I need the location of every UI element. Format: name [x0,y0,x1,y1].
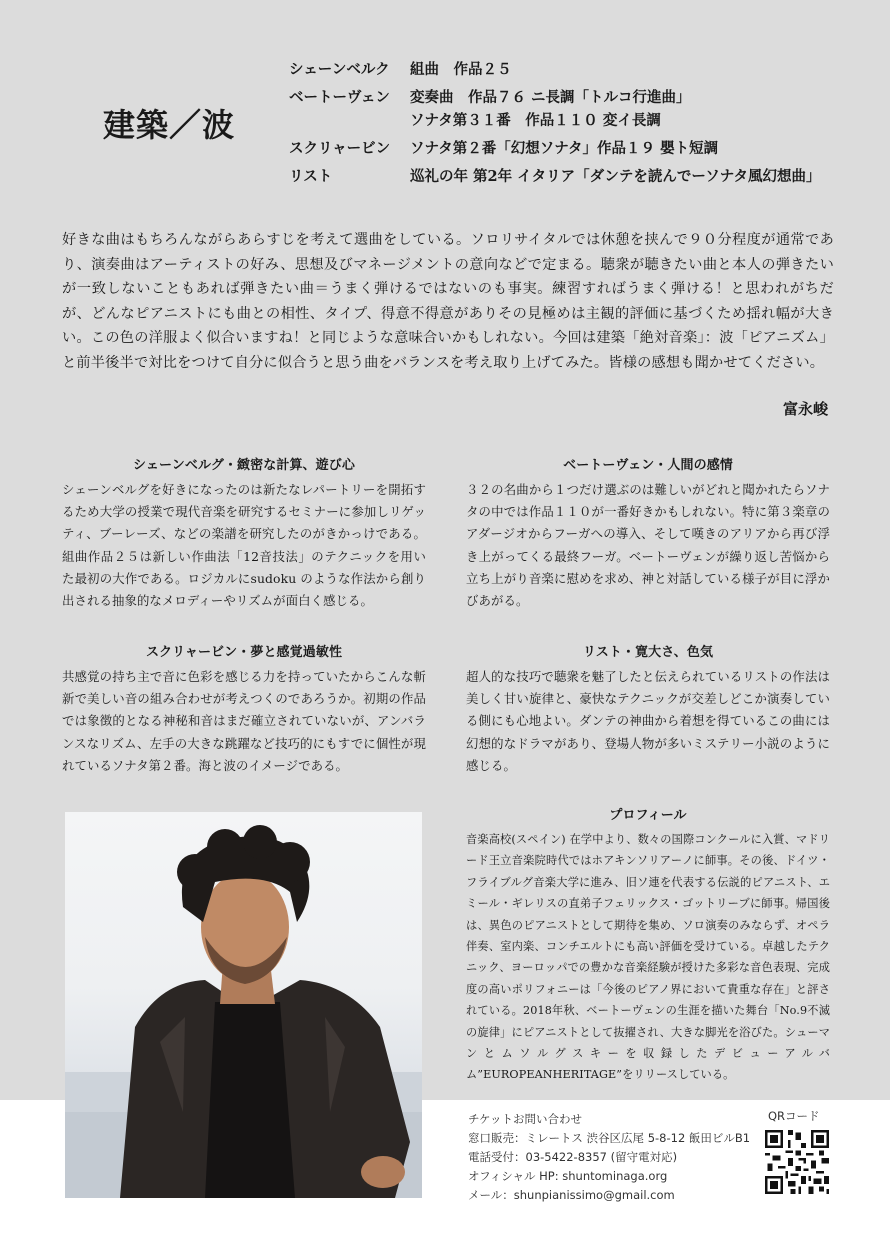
program-composer: シェーンベルク [289,61,390,78]
pianist-photo [65,812,422,1198]
program-item [289,86,869,132]
section-beethoven [466,456,830,612]
section-heading: リスト・寛大さ、色気 [582,645,714,660]
section-heading: プロフィール [609,808,687,823]
section-body: 共感覚の持ち主で音に色彩を感じる力を持っていたからこんな斬新で美しい音の組み合わせが考えつくのであろうか。初期の作品では象徴的となる神秘和音はまだ確立されていないが、アンバランスなリズム、左手の大きな跳躍など技巧的にもすでに個性が現れているソナタ第２番。海と波のイメージである。 [62,669,426,773]
portrait-illustration [65,812,422,1198]
contact-heading: チケットお問い合わせ [468,1112,582,1126]
page-title: 建築／波 [103,106,236,144]
program-composer: リスト [289,168,333,185]
program-work: 巡礼の年 第2年 イタリア「ダンテを読んでーソナタ風幻想曲」 [410,168,821,185]
program-work: 組曲 作品２５ [410,61,512,78]
contact-line[interactable]: オフィシャル HP: shuntominaga.org [468,1169,668,1183]
contact-line: 窓口販売：ミレートス 渋谷区広尾 5-8-12 飯田ビルB1 [468,1131,751,1145]
program-list [289,58,869,193]
program-work: ソナタ第３１番 作品１１０ 変イ長調 [410,112,661,129]
intro-paragraph: 好きな曲はもちろんながらあらすじを考えて選曲をしている。ソロリサイタルでは休憩を挟んで９０分程度が通常であり、演奏曲はアーティストの好み、思想及びマネージメントの意向などで定まる。聴衆が聴きたい曲と本人の弾きたいが一致しないこともあれば弾きたい曲＝うまく弾けるではないのも事実。練習すればうまく弾ける！と思われがちだが、どんなピアニストにも曲との相性、タイプ、得意不得意がありその見極めは主観的評価に基づくため揺れ幅が大きい。この色の洋服よく似合いますね！と同じような意味合いかもしれない。今回は建築「絶対音楽」：波「ピアニズム」と前半後半で対比をつけて自分に似合うと思う曲をバランスを考え取り上げてみた。皆様の感想も聞かせてください。 [62,232,834,371]
program-work: 変奏曲 作品７６ ニ長調「トルコ行進曲」 [410,89,691,106]
program-item [289,165,869,188]
qr-label: QRコード [768,1109,820,1123]
signature: 富永峻 [782,400,828,418]
contact-line[interactable]: メール：shunpianissimo@gmail.com [468,1188,675,1202]
program-composer: スクリャービン [289,140,391,157]
section-liszt [466,643,830,777]
program-item [289,137,869,160]
section-body: ３２の名曲から１つだけ選ぶのは難しいがどれと聞かれたらソナタの中では作品１１０が一番好きかもしれない。特に第３楽章のアダージオからフーガへの導入、そして嘆きのアリアから再び浮き上がってくる最終フーガ。ベートーヴェンが繰り返し苦悩から立ち上がり音楽に慰めを求め、神と対話している様子が目に浮かびあがる。 [466,482,830,609]
program-composer: ベートーヴェン [289,89,390,106]
qr-code-icon[interactable] [765,1130,829,1194]
section-schoenberg [62,456,426,612]
program-item [289,58,869,81]
section-body: 音楽高校(スペイン) 在学中より、数々の国際コンクールに入賞、マドリード王立音楽院時代ではホアキンソリアーノに師事。その後、ドイツ・フライブルグ音楽大学に進み、旧ソ連を代表する伝説的ピアニスト、エミール・ギレリスの直弟子フェリックス・ゴットリーブに師事。帰国後は、異色のピアニストとして期待を集め、ソロ演奏のみならず、オペラ伴奏、室内楽、コンチエルトにも高い評価を受けている。卓越したテクニック、ヨーロッパでの豊かな音楽経験が授けた多彩な音色表現、完成度の高いポリフォニーは「今後のピアノ界において貴重な存在」と評されている。2018年秋、ベートーヴェンの生涯を描いた舞台「No.9不滅の旋律」にピアニストとして抜擢され、大きな脚光を浴びた。シューマンとムソルグスキーを収録したデビューアルバム”EUROPEANHERITAGE”をリリースしている。 [466,833,830,1082]
section-body: シェーンベルグを好きになったのは新たなレパートリーを開拓するため大学の授業で現代音楽を研究するセミナーに参加しリゲッティ、ブーレーズ、などの楽譜を研究したのがきかっけである。組曲作品２５は新しい作曲法「12音技法」のテクニックを用いた最初の大作である。ロジカルにsudoku のような作法から創り出される抽象的なメロディーやリズムが面白く感じる。 [62,482,426,609]
contact-line: 電話受付：03-5422-8357 (留守電対応) [468,1150,678,1164]
section-profile [466,806,830,1086]
section-heading: スクリャービン・夢と感覚過敏性 [145,645,343,660]
section-heading: シェーンベルグ・緻密な計算、遊び心 [133,458,355,473]
section-scriabin [62,643,426,777]
program-work: ソナタ第２番「幻想ソナタ」作品１９ 嬰ト短調 [410,140,719,157]
ticket-contact [468,1110,750,1205]
section-heading: ベートーヴェン・人間の感情 [563,458,733,473]
section-body: 超人的な技巧で聴衆を魅了したと伝えられているリストの作法は美しく甘い旋律と、豪快なテクニックが交差しどこか演奏している側にも心地よい。ダンテの神曲から着想を得ているこの曲には幻想的なドラマがあり、登場人物が多いミステリー小説のように感じる。 [466,669,830,773]
